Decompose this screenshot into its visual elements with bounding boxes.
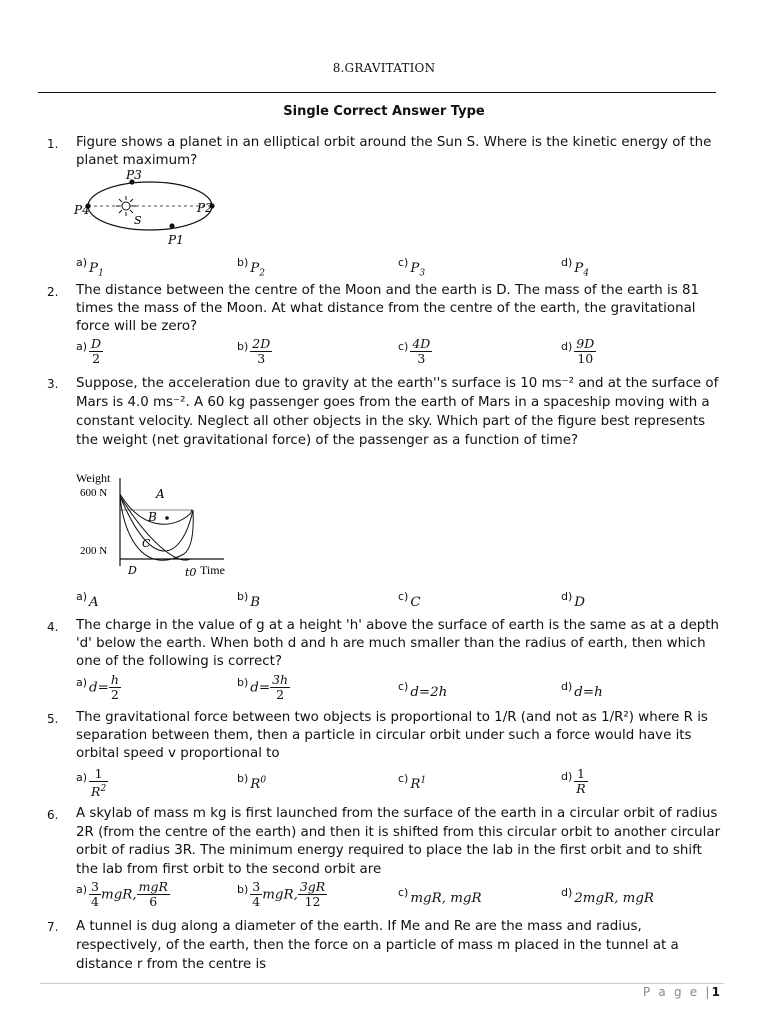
label-p1: P1 (168, 233, 184, 247)
q3-option-a[interactable]: $^{a)}$ A (76, 590, 99, 610)
q6-option-b[interactable]: $^{b)}$ $\frac{3}{4}$ mgR, $\frac{3gR}{12}$ (237, 879, 326, 909)
curve-label-a: A (156, 487, 165, 501)
q1-option-b[interactable]: $^{b)}$ $P_2$ (237, 256, 266, 279)
q4-option-d[interactable]: $^{d)}$ d=h (561, 680, 603, 700)
question-4-number: 4. (47, 620, 59, 634)
label-p4: P4 (74, 203, 90, 217)
question-3-number: 3. (47, 377, 59, 391)
header-divider (38, 92, 716, 93)
question-6-text: A skylab of mass m kg is first launched from the surface of the earth in a circular orbit of radius 2R (from the centre of the earth) and then it is shifted from this circular orbit to another circular orbit of radius 3R. The minimum energy required to place the lab in the first orbit and to shift the lab from first orbit to the second orbit are (76, 806, 721, 877)
q6-option-a[interactable]: $^{a)}$ $\frac{3}{4}$ mgR, $\frac{\text{mgR}}{6}$ (76, 879, 168, 909)
q1-option-d[interactable]: $^{d)}$ $P_4$ (561, 256, 590, 279)
orbit-figure (72, 170, 232, 252)
q3-option-d[interactable]: $^{d)}$ D (561, 590, 586, 610)
question-2-text: The distance between the centre of the Moon and the earth is D. The mass of the earth is 81 times the mass of the Moon. At what distance from the centre of the earth, the gravitational force will be zero? (76, 283, 700, 335)
q3-option-c[interactable]: $^{c)}$ C (398, 590, 421, 610)
q5-option-a[interactable]: $^{a)}$ $\frac{1}{R^2}$ (76, 766, 107, 800)
q5-option-b[interactable]: $^{b)}$ $R^0$ (237, 772, 267, 792)
q4-option-b[interactable]: $^{b)}$ d= $\frac{3h}{2}$ (237, 672, 289, 702)
question-7-text: A tunnel is dug along a diameter of the earth. If Me and Re are the mass and radius, respectively, of the earth, then the force on a particle of mass m placed in the tunnel at a distance r from the centre is (76, 919, 679, 972)
q4-option-c[interactable]: $^{c)}$ d=2h (398, 680, 448, 700)
page-footer: P a g e |1 (642, 985, 720, 999)
q2-option-a[interactable]: $^{a)}$ $\frac{D}{2}$ (76, 336, 102, 366)
curve-label-d: D (128, 564, 137, 577)
q6-option-d[interactable]: $^{d)}$ 2mgR, mgR (561, 886, 655, 906)
graph-x-tick: t0 (185, 566, 197, 579)
curve-label-c: C (142, 537, 151, 550)
question-5-text: The gravitational force between two objects is proportional to 1/R (and not as 1/R²) where R is separation between them, then a particle in circular orbit under such a force would have its orbital speed v proportional to (76, 710, 708, 762)
label-p2: P2 (197, 201, 213, 215)
question-5-number: 5. (47, 712, 59, 726)
sun-icon (116, 196, 136, 216)
footer-divider (40, 983, 724, 984)
weight-time-graph (72, 470, 242, 582)
q1-option-c[interactable]: $^{c)}$ $P_3$ (398, 256, 426, 279)
q5-option-c[interactable]: $^{c)}$ $R^1$ (398, 772, 427, 792)
q3-option-b[interactable]: $^{b)}$ B (237, 590, 261, 610)
graph-y-tick-top: 600 N (80, 487, 108, 499)
graph-x-title: Time (200, 563, 225, 577)
section-title: Single Correct Answer Type (283, 104, 485, 119)
question-2-number: 2. (47, 285, 59, 299)
question-7-number: 7. (47, 920, 59, 934)
q5-option-d[interactable]: $^{d)}$ $\frac{1}{R}$ (561, 766, 586, 796)
q1-option-a[interactable]: $^{a)}$ $P_1$ (76, 256, 104, 279)
q6-option-c[interactable]: $^{c)}$ mgR, mgR (398, 886, 482, 906)
q2-option-c[interactable]: $^{c)}$ $\frac{4D}{3}$ (398, 336, 431, 366)
question-4-text: The charge in the value of g at a height 'h' above the surface of earth is the same as at a depth 'd' below the earth. When both d and h are much smaller than the radius of earth, then which one of the following is correct? (76, 618, 720, 670)
graph-y-title: Weight (76, 471, 111, 485)
question-1-number: 1. (47, 137, 59, 151)
page-number: 1 (711, 985, 720, 999)
question-1-text: Figure shows a planet in an elliptical orbit around the Sun S. Where is the kinetic energy of the planet maximum? (76, 135, 712, 169)
label-p3: P3 (126, 170, 142, 182)
q2-option-d[interactable]: $^{d)}$ $\frac{9D}{10}$ (561, 336, 595, 366)
q4-option-a[interactable]: $^{a)}$ d= $\frac{h}{2}$ (76, 672, 119, 702)
question-6-number: 6. (47, 808, 59, 822)
curve-label-b: B (148, 510, 157, 524)
graph-y-tick-bottom: 200 N (80, 545, 108, 557)
q2-option-b[interactable]: $^{b)}$ $\frac{2D}{3}$ (237, 336, 271, 366)
question-3-text: Suppose, the acceleration due to gravity at the earth''s surface is 10 ms⁻² and at the surface of Mars is 4.0 ms⁻². A 60 kg passenger goes from the earth of Mars in a spaceship moving with a constant velocity. Neglect all other objects in the sky. Which part of the figure best represents the weight (net gravitational force) of the passenger as a function of time? (76, 376, 719, 448)
label-sun: S (134, 214, 142, 227)
chapter-title: 8.GRAVITATION (332, 61, 436, 75)
